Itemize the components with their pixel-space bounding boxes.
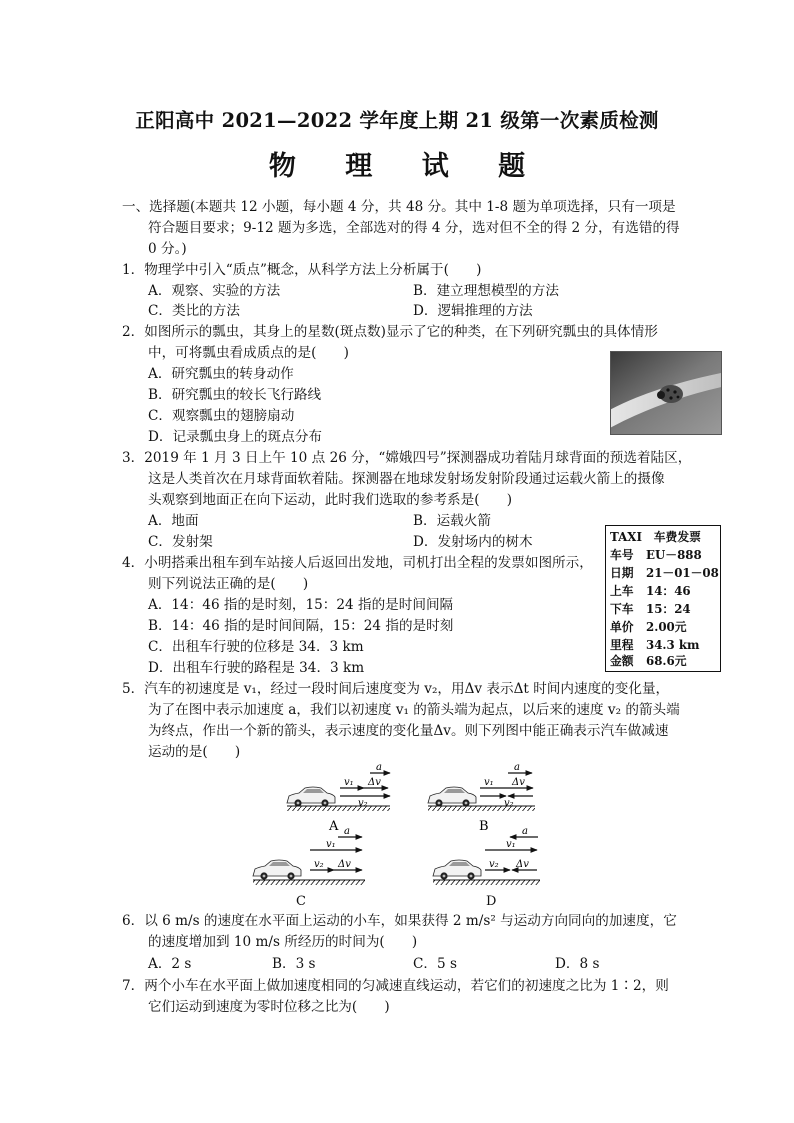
q2-option-b: B．研究瓢虫的较长飞行路线 <box>148 387 322 403</box>
label-dv: Δv <box>368 777 381 788</box>
diagram-label-c: C <box>296 894 306 909</box>
label-v2: v₂ <box>358 798 368 809</box>
receipt-row: 金额 68.6元 <box>610 654 687 668</box>
svg-text:Δv: Δv <box>516 859 529 870</box>
receipt-row: 车号 EU－888 <box>610 548 702 562</box>
q3-option-b: B．运载火箭 <box>413 513 491 529</box>
question-6-stem: 的速度增加到 10 m/s 所经历的时间为( ) <box>148 934 418 950</box>
ladybug-photo <box>610 351 722 435</box>
q6-option-d: D．8 s <box>555 956 600 972</box>
question-2-stem: 中，可将瓢虫看成质点的是( ) <box>148 345 349 361</box>
q4-option-b: B．14：46 指的是时间间隔，15：24 指的是时刻 <box>148 618 454 634</box>
svg-text:v₁: v₁ <box>326 839 336 850</box>
q4-option-d: D．出租车行驶的路程是 34．3 km <box>148 660 365 676</box>
q6-option-c: C．5 s <box>413 956 457 972</box>
receipt-row: 单价 2.00元 <box>610 620 687 634</box>
receipt-row: 日期 21－01－08 <box>610 566 719 580</box>
svg-text:Δv: Δv <box>512 777 525 788</box>
diagram-label: B <box>479 819 489 834</box>
q2-option-a: A．研究瓢虫的转身动作 <box>148 366 294 382</box>
exam-title: 正阳高中 2021—2022 学年度上期 21 级第一次素质检测 <box>135 109 659 132</box>
q1-option-b: B．建立理想模型的方法 <box>413 283 559 299</box>
svg-text:v₁: v₁ <box>484 777 494 788</box>
svg-text:a: a <box>522 826 528 837</box>
question-1-stem: 1．物理学中引入“质点”概念，从科学方法上分析属于( ) <box>122 262 482 278</box>
diagram-b <box>428 762 535 834</box>
q1-option-a: A．观察、实验的方法 <box>148 283 281 299</box>
svg-text:v₂: v₂ <box>489 859 499 870</box>
diagram-label-d: D <box>486 894 497 909</box>
q4-option-c: C．出租车行驶的位移是 34．3 km <box>148 639 364 655</box>
question-5-stem: 为终点，作出一个新的箭头，表示速度的变化量Δv。则下列图中能正确表示汽车做减速 <box>148 723 669 739</box>
diagram-c <box>253 826 365 885</box>
svg-text:v₂: v₂ <box>504 798 514 809</box>
exam-subject-title: 物 理 试 题 <box>268 151 546 182</box>
q4-option-a: A．14：46 指的是时刻，15：24 指的是时间间隔 <box>148 597 454 613</box>
question-2-stem: 2．如图所示的瓢虫，其身上的星数(斑点数)显示了它的种类，在下列研究瓢虫的具体情形 <box>122 324 658 340</box>
diagram-d <box>433 826 540 885</box>
svg-text:v₂: v₂ <box>314 859 324 870</box>
question-3-stem: 头观察到地面正在向下运动，此时我们选取的参考系是( ) <box>148 492 513 508</box>
q6-option-a: A．2 s <box>148 956 192 972</box>
q3-option-d: D．发射场内的树木 <box>413 534 533 550</box>
q3-option-a: A．地面 <box>148 513 199 529</box>
question-3-stem: 这是人类首次在月球背面软着陆。探测器在地球发射场发射阶段通过运载火箭上的摄像 <box>148 471 665 487</box>
q1-option-d: D．逻辑推理的方法 <box>413 303 533 319</box>
q2-option-c: C．观察瓢虫的翅膀扇动 <box>148 408 295 424</box>
question-7-stem: 它们运动到速度为零时位移之比为( ) <box>148 999 390 1015</box>
section-instruction: 符合题目要求；9-12 题为多选，全部选对的得 4 分，选对但不全的得 2 分，有选错的得 <box>148 220 680 236</box>
receipt-row: 上车 14：46 <box>610 584 691 598</box>
q6-option-b: B．3 s <box>272 956 316 972</box>
question-4-stem: 4．小明搭乘出租车到车站接人后返回出发地，司机打出全程的发票如图所示， <box>122 555 593 571</box>
svg-text:v₁: v₁ <box>506 839 516 850</box>
diagram-a <box>287 762 390 834</box>
question-4-stem: 则下列说法正确的是( ) <box>148 576 309 592</box>
taxi-receipt <box>605 525 721 672</box>
question-5-stem: 运动的是( ) <box>148 744 241 760</box>
q1-option-c: C．类比的方法 <box>148 303 240 319</box>
svg-text:Δv: Δv <box>338 859 351 870</box>
label-a: a <box>376 762 382 773</box>
diagram-label: A <box>329 819 339 834</box>
question-7-stem: 7．两个小车在水平面上做加速度相同的匀减速直线运动，若它们的初速度之比为 1∶2，则 <box>122 978 669 994</box>
section-instruction: 一、选择题(本题共 12 小题，每小题 4 分，共 48 分。其中 1-8 题为单项选择，只有一项是 <box>122 199 676 215</box>
question-5-stem: 为了在图中表示加速度 a，我们以初速度 v₁ 的箭头端为起点，以后来的速度 v₂ 的箭头端 <box>148 702 680 718</box>
section-instruction: 0 分。) <box>148 241 187 257</box>
label-v1: v₁ <box>344 777 354 788</box>
svg-text:a: a <box>514 762 520 773</box>
svg-text:a: a <box>344 826 350 837</box>
receipt-row: 下车 15：24 <box>610 602 691 616</box>
receipt-title: TAXI 车费发票 <box>610 530 701 544</box>
q3-option-c: C．发射架 <box>148 534 213 550</box>
q2-option-d: D．记录瓢虫身上的斑点分布 <box>148 429 323 445</box>
question-6-stem: 6．以 6 m/s 的速度在水平面上运动的小车，如果获得 2 m/s² 与运动方向同向的加速度，它 <box>122 913 677 929</box>
q5-diagrams <box>240 760 560 890</box>
receipt-row: 里程 34.3 km <box>610 638 700 652</box>
question-3-stem: 3．2019 年 1 月 3 日上午 10 点 26 分，“嫦娥四号”探测器成功着陆月球背面的预选着陆区， <box>122 450 692 466</box>
question-5-stem: 5．汽车的初速度是 v₁，经过一段时间后速度变为 v₂，用Δv 表示Δt 时间内速度的变化量， <box>122 681 670 697</box>
